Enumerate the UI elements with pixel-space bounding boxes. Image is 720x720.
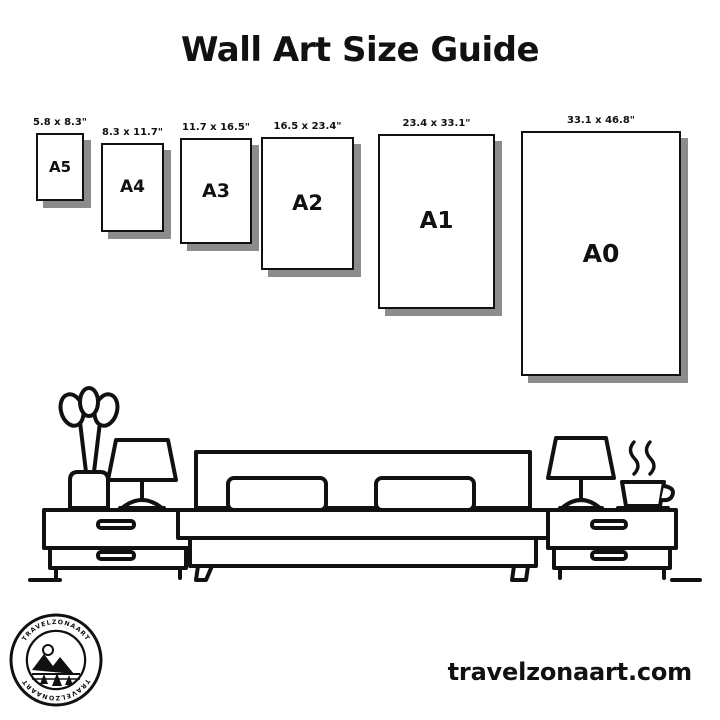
frame-a4-box <box>101 143 164 232</box>
frame-a1-dimension: 23.4 x 33.1" <box>402 118 471 129</box>
frame-a0-box <box>521 131 681 376</box>
frame-a0-label: A0 <box>582 239 620 268</box>
frame-a0-dimension: 33.1 x 46.8" <box>567 115 635 126</box>
bed <box>178 452 548 580</box>
frame-a2-label: A2 <box>292 191 323 215</box>
frame-a5-dimension: 5.8 x 8.3" <box>32 117 88 128</box>
right-lamp <box>548 438 614 508</box>
frame-a1-box <box>378 134 495 309</box>
frame-a1 <box>378 118 495 309</box>
logo-brand-bottom: TRAVELZONAART <box>21 677 91 702</box>
frame-a3-label: A3 <box>202 179 230 202</box>
frame-a3-dimension: 11.7 x 16.5" <box>182 122 250 133</box>
frame-a5-label: A5 <box>48 157 72 176</box>
frame-a5-box <box>36 133 84 201</box>
frame-a4 <box>101 127 164 232</box>
frame-a3 <box>180 122 252 244</box>
right-nightstand <box>548 510 676 578</box>
bedroom-illustration <box>0 380 720 610</box>
coffee-cup <box>618 442 673 508</box>
frame-a5 <box>32 117 88 201</box>
frame-a1-label: A1 <box>419 208 454 234</box>
frame-a4-label: A4 <box>120 177 145 197</box>
website-url: travelzonaart.com <box>447 658 692 686</box>
brand-logo <box>8 612 104 708</box>
frame-a2-dimension: 16.5 x 23.4" <box>273 121 342 132</box>
page-title: Wall Art Size Guide <box>180 30 540 70</box>
frame-a0 <box>521 115 681 376</box>
frame-a2-box <box>261 137 354 270</box>
left-lamp <box>108 440 176 508</box>
left-nightstand <box>44 510 192 578</box>
frame-a3-box <box>180 138 252 244</box>
logo-brand-top: TRAVELZONAART <box>21 618 91 643</box>
plant-vase <box>57 388 121 508</box>
frame-a4-dimension: 8.3 x 11.7" <box>101 127 164 138</box>
frame-a2 <box>261 121 354 270</box>
